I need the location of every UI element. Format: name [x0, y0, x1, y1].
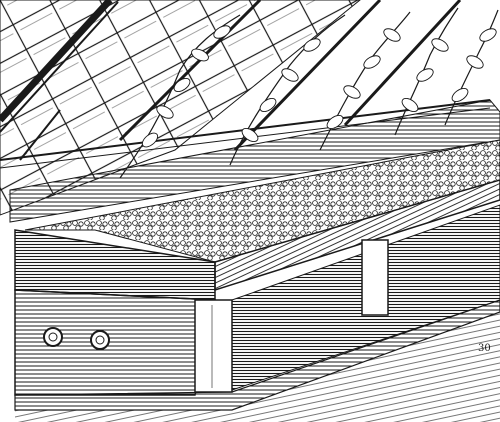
- heating-box: [15, 230, 215, 395]
- artist-mark: 30: [478, 343, 491, 354]
